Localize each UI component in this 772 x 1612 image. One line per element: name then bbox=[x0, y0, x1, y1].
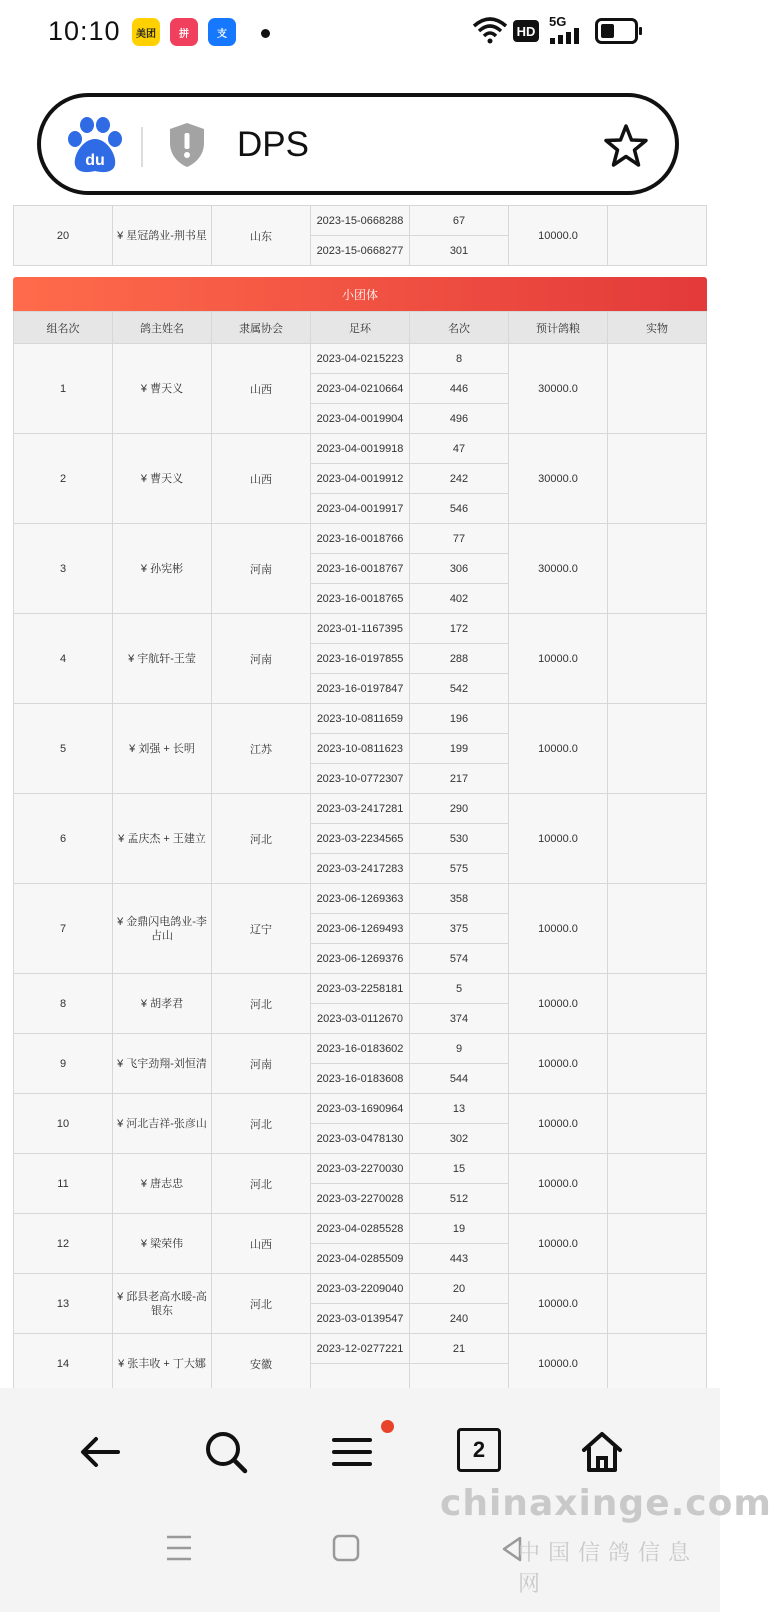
association: 河北 bbox=[212, 1094, 311, 1154]
wifi-icon bbox=[472, 16, 508, 44]
table-row bbox=[14, 1214, 707, 1244]
group-rank: 4 bbox=[14, 614, 113, 704]
place: 172 bbox=[410, 614, 509, 644]
owner-name: ¥ 胡孝君 bbox=[113, 974, 212, 1034]
group-rank: 1 bbox=[14, 344, 113, 434]
association: 辽宁 bbox=[212, 884, 311, 974]
item-prize bbox=[608, 794, 707, 884]
notification-dot bbox=[261, 29, 270, 38]
svg-text:du: du bbox=[85, 152, 105, 169]
shield-icon[interactable] bbox=[167, 121, 207, 169]
table-row bbox=[14, 704, 707, 734]
place: 199 bbox=[410, 734, 509, 764]
group-rank: 3 bbox=[14, 524, 113, 614]
back-arrow-icon[interactable] bbox=[76, 1428, 124, 1476]
place: 306 bbox=[410, 554, 509, 584]
col-header-item: 实物 bbox=[608, 312, 707, 344]
place: 496 bbox=[410, 404, 509, 434]
menu-icon[interactable] bbox=[328, 1428, 376, 1476]
item-prize bbox=[608, 206, 707, 266]
place: 196 bbox=[410, 704, 509, 734]
ring-number: 2023-03-1690964 bbox=[311, 1094, 410, 1124]
place: 358 bbox=[410, 884, 509, 914]
place: 443 bbox=[410, 1244, 509, 1274]
ring-number: 2023-16-0018767 bbox=[311, 554, 410, 584]
ring-number: 2023-10-0772307 bbox=[311, 764, 410, 794]
place: 288 bbox=[410, 644, 509, 674]
association: 河北 bbox=[212, 1274, 311, 1334]
owner-name: ¥ 张丰收 + 丁大娜 bbox=[113, 1334, 212, 1394]
col-header-ring: 足环 bbox=[311, 312, 410, 344]
prize: 10000.0 bbox=[509, 206, 608, 266]
prize: 10000.0 bbox=[509, 704, 608, 794]
pinduoduo-app-icon: 拼 bbox=[170, 18, 198, 46]
association: 山西 bbox=[212, 434, 311, 524]
place: 574 bbox=[410, 944, 509, 974]
prize: 10000.0 bbox=[509, 974, 608, 1034]
place: 530 bbox=[410, 824, 509, 854]
place: 402 bbox=[410, 584, 509, 614]
owner-name: ¥ 宇航轩-王莹 bbox=[113, 614, 212, 704]
item-prize bbox=[608, 704, 707, 794]
ring-number: 2023-16-0018765 bbox=[311, 584, 410, 614]
group-rank: 5 bbox=[14, 704, 113, 794]
owner-name: ¥ 梁荣伟 bbox=[113, 1214, 212, 1274]
association: 江苏 bbox=[212, 704, 311, 794]
prize: 10000.0 bbox=[509, 614, 608, 704]
ring-number: 2023-03-0112670 bbox=[311, 1004, 410, 1034]
place: 446 bbox=[410, 374, 509, 404]
group-rank: 7 bbox=[14, 884, 113, 974]
ring-number: 2023-06-1269493 bbox=[311, 914, 410, 944]
prize: 30000.0 bbox=[509, 344, 608, 434]
place: 546 bbox=[410, 494, 509, 524]
address-bar[interactable] bbox=[37, 93, 679, 195]
signal-icon bbox=[549, 28, 585, 44]
item-prize bbox=[608, 344, 707, 434]
table-row bbox=[14, 1274, 707, 1304]
network-type: 5G bbox=[549, 14, 567, 29]
ring-number: 2023-04-0019918 bbox=[311, 434, 410, 464]
prize: 30000.0 bbox=[509, 434, 608, 524]
divider bbox=[141, 127, 143, 167]
group-rank: 14 bbox=[14, 1334, 113, 1394]
ring-number: 2023-16-0183602 bbox=[311, 1034, 410, 1064]
place: 217 bbox=[410, 764, 509, 794]
table-row bbox=[14, 794, 707, 824]
group-rank: 2 bbox=[14, 434, 113, 524]
place: 542 bbox=[410, 674, 509, 704]
prize: 10000.0 bbox=[509, 1214, 608, 1274]
recent-apps-icon[interactable] bbox=[165, 1533, 193, 1563]
owner-name: ¥ 河北吉祥-张彦山 bbox=[113, 1094, 212, 1154]
ring-number: 2023-03-2234565 bbox=[311, 824, 410, 854]
place: 15 bbox=[410, 1154, 509, 1184]
baidu-logo-icon bbox=[63, 113, 127, 177]
ring-number: 2023-03-0139547 bbox=[311, 1304, 410, 1334]
table-header-row bbox=[14, 312, 707, 344]
owner-name: ¥ 金鼎闪电鸽业-李占山 bbox=[113, 884, 212, 974]
group-rank: 10 bbox=[14, 1094, 113, 1154]
ring-number: 2023-03-2270030 bbox=[311, 1154, 410, 1184]
ring-number: 2023-04-0210664 bbox=[311, 374, 410, 404]
place: 13 bbox=[410, 1094, 509, 1124]
table-row bbox=[14, 344, 707, 374]
ring-number: 2023-04-0285509 bbox=[311, 1244, 410, 1274]
association: 山东 bbox=[212, 206, 311, 266]
item-prize bbox=[608, 1154, 707, 1214]
col-header-place: 名次 bbox=[410, 312, 509, 344]
place: 575 bbox=[410, 854, 509, 884]
place: 240 bbox=[410, 1304, 509, 1334]
place: 9 bbox=[410, 1034, 509, 1064]
prize: 10000.0 bbox=[509, 1094, 608, 1154]
ring-number: 2023-16-0197847 bbox=[311, 674, 410, 704]
prize: 10000.0 bbox=[509, 884, 608, 974]
table-row bbox=[14, 1034, 707, 1064]
place: 77 bbox=[410, 524, 509, 554]
table-row bbox=[14, 614, 707, 644]
page-title: DPS bbox=[237, 125, 309, 164]
ring-number: 2023-04-0285528 bbox=[311, 1214, 410, 1244]
owner-name: ¥ 孙宪彬 bbox=[113, 524, 212, 614]
status-time: 10:10 bbox=[48, 16, 121, 46]
ring-number: 2023-03-2209040 bbox=[311, 1274, 410, 1304]
owner-name: ¥ 唐志忠 bbox=[113, 1154, 212, 1214]
meituan-app-icon: 美团 bbox=[132, 18, 160, 46]
prize: 30000.0 bbox=[509, 524, 608, 614]
ring-number: 2023-15-0668288 bbox=[311, 206, 410, 236]
alipay-app-icon: 支 bbox=[208, 18, 236, 46]
association: 山西 bbox=[212, 1214, 311, 1274]
ring-number: 2023-01-1167395 bbox=[311, 614, 410, 644]
owner-name: ¥ 邱县老高水暖-高银东 bbox=[113, 1274, 212, 1334]
association: 河南 bbox=[212, 1034, 311, 1094]
ring-number: 2023-10-0811659 bbox=[311, 704, 410, 734]
table-row bbox=[14, 1334, 707, 1364]
place: 301 bbox=[410, 236, 509, 266]
ring-number: 2023-15-0668277 bbox=[311, 236, 410, 266]
ring-number: 2023-12-0277221 bbox=[311, 1334, 410, 1364]
search-icon[interactable] bbox=[202, 1428, 250, 1476]
place: 20 bbox=[410, 1274, 509, 1304]
prize: 10000.0 bbox=[509, 1034, 608, 1094]
col-header-rank: 组名次 bbox=[14, 312, 113, 344]
place: 8 bbox=[410, 344, 509, 374]
place: 5 bbox=[410, 974, 509, 1004]
ring-number: 2023-04-0019912 bbox=[311, 464, 410, 494]
page-content[interactable] bbox=[0, 214, 720, 1388]
prize: 10000.0 bbox=[509, 1274, 608, 1334]
ring-number: 2023-04-0019904 bbox=[311, 404, 410, 434]
home-button-icon[interactable] bbox=[332, 1533, 360, 1563]
association: 河北 bbox=[212, 974, 311, 1034]
place: 375 bbox=[410, 914, 509, 944]
place: 19 bbox=[410, 1214, 509, 1244]
place: 544 bbox=[410, 1064, 509, 1094]
association: 山西 bbox=[212, 344, 311, 434]
table-row bbox=[14, 974, 707, 1004]
bottom-navigation bbox=[0, 1388, 772, 1612]
bookmark-star-icon[interactable] bbox=[603, 123, 649, 169]
prize: 10000.0 bbox=[509, 794, 608, 884]
item-prize bbox=[608, 974, 707, 1034]
item-prize bbox=[608, 1334, 707, 1394]
ring-number: 2023-03-2417283 bbox=[311, 854, 410, 884]
item-prize bbox=[608, 1214, 707, 1274]
ring-number: 2023-03-0478130 bbox=[311, 1124, 410, 1154]
association: 河北 bbox=[212, 1154, 311, 1214]
table-row bbox=[14, 524, 707, 554]
previous-table-tail bbox=[13, 205, 707, 266]
group-rank: 13 bbox=[14, 1274, 113, 1334]
ring-number: 2023-06-1269376 bbox=[311, 944, 410, 974]
association: 安徽 bbox=[212, 1334, 311, 1394]
group-rank: 6 bbox=[14, 794, 113, 884]
place: 242 bbox=[410, 464, 509, 494]
table-row bbox=[14, 206, 707, 236]
owner-name: ¥ 孟庆杰 + 王建立 bbox=[113, 794, 212, 884]
place: 374 bbox=[410, 1004, 509, 1034]
home-icon[interactable] bbox=[578, 1428, 626, 1476]
table-row bbox=[14, 884, 707, 914]
battery-icon bbox=[595, 18, 643, 44]
owner-name: ¥ 飞宇劲翔-刘恒清 bbox=[113, 1034, 212, 1094]
ring-number: 2023-06-1269363 bbox=[311, 884, 410, 914]
owner-name: ¥ 刘强 + 长明 bbox=[113, 704, 212, 794]
ring-number: 2023-16-0018766 bbox=[311, 524, 410, 554]
association: 河南 bbox=[212, 614, 311, 704]
place: 302 bbox=[410, 1124, 509, 1154]
ring-number: 2023-04-0019917 bbox=[311, 494, 410, 524]
association: 河北 bbox=[212, 794, 311, 884]
tabs-count: 2 bbox=[472, 1437, 486, 1462]
owner-name: ¥ 曹天义 bbox=[113, 344, 212, 434]
group-rank: 8 bbox=[14, 974, 113, 1034]
table-row bbox=[14, 434, 707, 464]
place: 67 bbox=[410, 206, 509, 236]
place: 21 bbox=[410, 1334, 509, 1364]
owner-name: ¥ 星冠鸽业-荆书星 bbox=[113, 206, 212, 266]
status-bar bbox=[0, 0, 720, 64]
item-prize bbox=[608, 434, 707, 524]
watermark-cn: 中国信鸽信息网 bbox=[518, 1540, 699, 1596]
section-header: 小团体 bbox=[13, 277, 707, 311]
group-rank: 11 bbox=[14, 1154, 113, 1214]
group-rank: 20 bbox=[14, 206, 113, 266]
group-rank: 12 bbox=[14, 1214, 113, 1274]
ring-number: 2023-03-2417281 bbox=[311, 794, 410, 824]
tabs-button[interactable] bbox=[457, 1428, 501, 1472]
table-row bbox=[14, 1094, 707, 1124]
menu-notification-badge bbox=[381, 1420, 394, 1433]
ring-number: 2023-16-0183608 bbox=[311, 1064, 410, 1094]
place: 290 bbox=[410, 794, 509, 824]
results-table bbox=[13, 311, 707, 1394]
col-header-owner: 鸽主姓名 bbox=[113, 312, 212, 344]
ring-number: 2023-03-2258181 bbox=[311, 974, 410, 1004]
item-prize bbox=[608, 1094, 707, 1154]
item-prize bbox=[608, 1274, 707, 1334]
col-header-prize: 预计鸽粮 bbox=[509, 312, 608, 344]
col-header-association: 隶属协会 bbox=[212, 312, 311, 344]
owner-name: ¥ 曹天义 bbox=[113, 434, 212, 524]
ring-number: 2023-04-0215223 bbox=[311, 344, 410, 374]
prize: 10000.0 bbox=[509, 1154, 608, 1214]
watermark-site: chinaxinge.com bbox=[440, 1483, 772, 1524]
place: 47 bbox=[410, 434, 509, 464]
hd-icon: HD bbox=[513, 20, 539, 42]
place: 512 bbox=[410, 1184, 509, 1214]
item-prize bbox=[608, 524, 707, 614]
prize: 10000.0 bbox=[509, 1334, 608, 1394]
item-prize bbox=[608, 1034, 707, 1094]
group-rank: 9 bbox=[14, 1034, 113, 1094]
item-prize bbox=[608, 614, 707, 704]
ring-number: 2023-16-0197855 bbox=[311, 644, 410, 674]
table-row bbox=[14, 1154, 707, 1184]
ring-number: 2023-03-2270028 bbox=[311, 1184, 410, 1214]
association: 河南 bbox=[212, 524, 311, 614]
ring-number: 2023-10-0811623 bbox=[311, 734, 410, 764]
item-prize bbox=[608, 884, 707, 974]
